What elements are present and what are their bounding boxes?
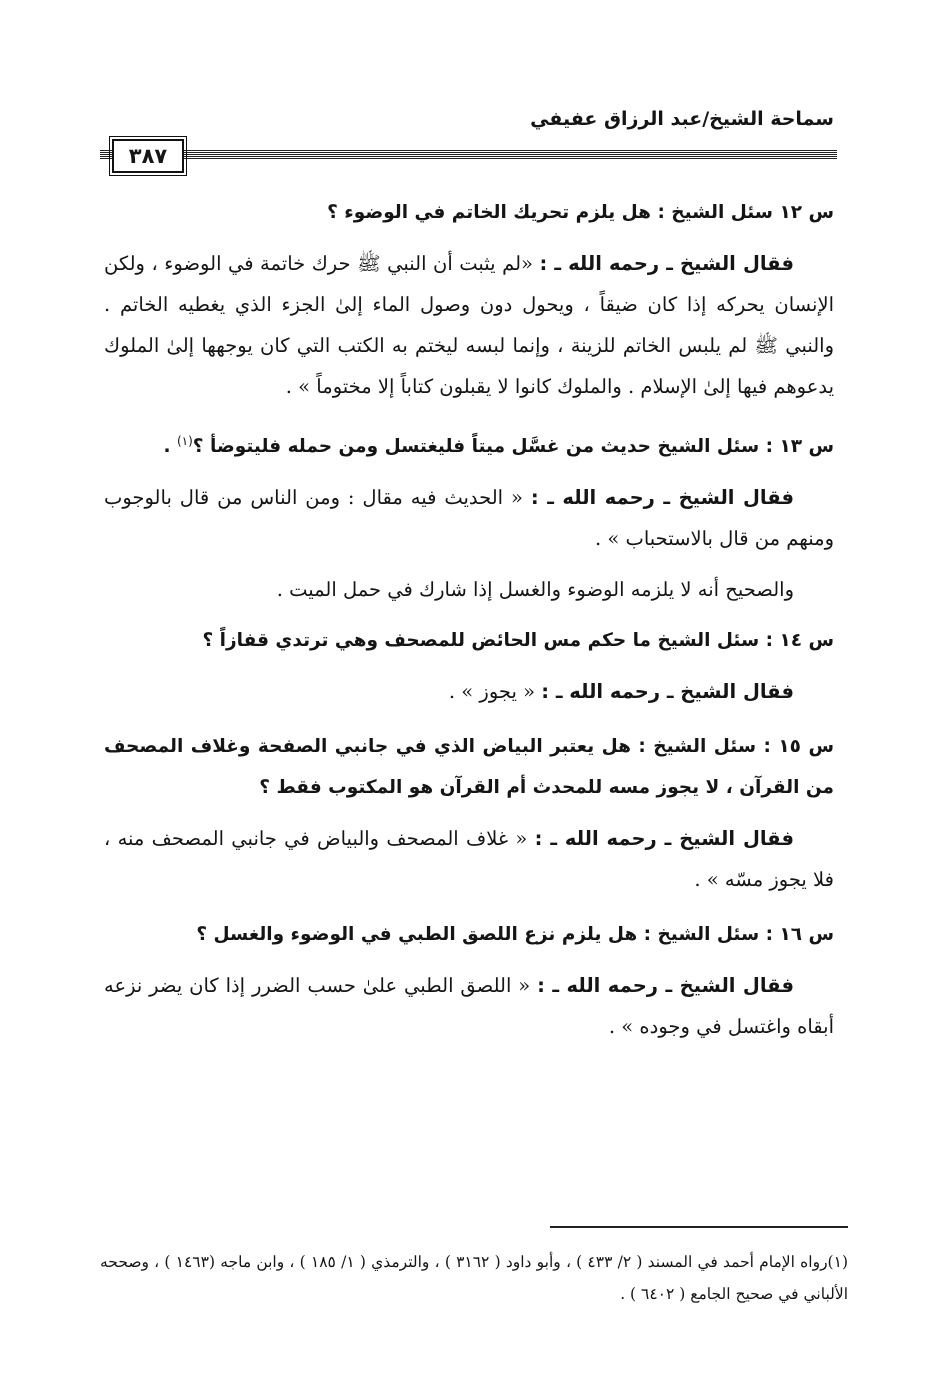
answer-speaker: فقال الشيخ ـ رحمه الله ـ :: [534, 827, 794, 851]
answer-text: « غلاف المصحف والبياض في جانبي المصحف منه ، فلا يجوز مسّه » .: [104, 827, 834, 892]
body-text: [104, 192, 834, 1047]
question-text: سئل الشيخ : هل يعتبر البياض الذي في جانبي الصفحة وغلاف المصحف من القرآن ، لا يجوز مسه للمحدث أم القرآن هو المكتوب فقط ؟: [104, 736, 834, 799]
question-16: س ١٦ : سئل الشيخ : هل يلزم نزع اللصق الطبي في الوضوء والغسل ؟: [196, 924, 834, 946]
header-rule: [100, 150, 837, 159]
page-number: ٣٨٧: [112, 139, 184, 173]
question-14: س ١٤ : سئل الشيخ ما حكم مس الحائض للمصحف وهي ترتدي قفازاً ؟: [202, 630, 834, 652]
footnote-marker: (١): [176, 434, 193, 448]
answer-16: [104, 965, 834, 1047]
answer-speaker: فقال الشيخ ـ رحمه الله ـ :: [537, 974, 794, 998]
answer-15: [104, 818, 834, 900]
answer-13: [104, 477, 834, 559]
running-title: سماحة الشيخ/عبد الرزاق عفيفي: [530, 108, 834, 130]
answer-speaker: فقال الشيخ ـ رحمه الله ـ :: [530, 486, 795, 510]
question-15: [104, 726, 834, 808]
question-label: س ١٥ :: [763, 736, 834, 758]
footnote-rule: [550, 1226, 848, 1228]
answer-12: [104, 243, 834, 407]
answer-text: « الحديث فيه مقال : ومن الناس من قال بالوجوب ومنهم من قال بالاستحباب » .: [104, 486, 834, 551]
footnote: (١)رواه الإمام أحمد في المسند ( ٢/ ٤٣٣ ) ، وأبو داود ( ٣١٦٢ ) ، والترمذي ( ١/ ١٨٥ ) ، وابن ماجه (١٤٦٣ ) ، وصححه الألباني في صحيح الجامع ( ٦٤٠٢ ) .: [100, 1253, 848, 1303]
question-text: س ١٣ : سئل الشيخ حديث من غسَّل ميتاً فليغتسل ومن حمله فليتوضأ ؟: [192, 436, 834, 458]
answer-speaker: فقال الشيخ ـ رحمه الله ـ :: [539, 252, 794, 275]
note-13: والصحيح أنه لا يلزمه الوضوء والغسل إذا شارك في حمل الميت .: [276, 578, 794, 602]
answer-speaker: فقال الشيخ ـ رحمه الله ـ :: [541, 680, 794, 704]
question-13: [104, 421, 834, 467]
answer-text: « يجوز » .: [448, 680, 536, 704]
answer-text: « اللصق الطبي علىٰ حسب الضرر إذا كان يضر نزعه أبقاه واغتسل في وجوده » .: [104, 974, 834, 1039]
answer-14: [104, 671, 834, 712]
answer-text: «لم يثبت أن النبي ﷺ حرك خاتمة في الوضوء ، ولكن الإنسان يحركه إذا كان ضيقاً ، ويحول دون وصول الماء إلىٰ الجزء الذي يغطيه الخاتم . والنبي ﷺ لم يلبس الخاتم للزينة ، وإنما لبسه ليختم به الكتب التي كان يوجهها إلىٰ الملوك يدعوهم فيها إلىٰ الإسلام . والملوك كانوا لا يقبلون كتاباً إلا مختوماً » .: [104, 252, 834, 398]
question-end: .: [163, 436, 177, 458]
question-12: س ١٢ سئل الشيخ : هل يلزم تحريك الخاتم في الوضوء ؟: [327, 202, 834, 223]
